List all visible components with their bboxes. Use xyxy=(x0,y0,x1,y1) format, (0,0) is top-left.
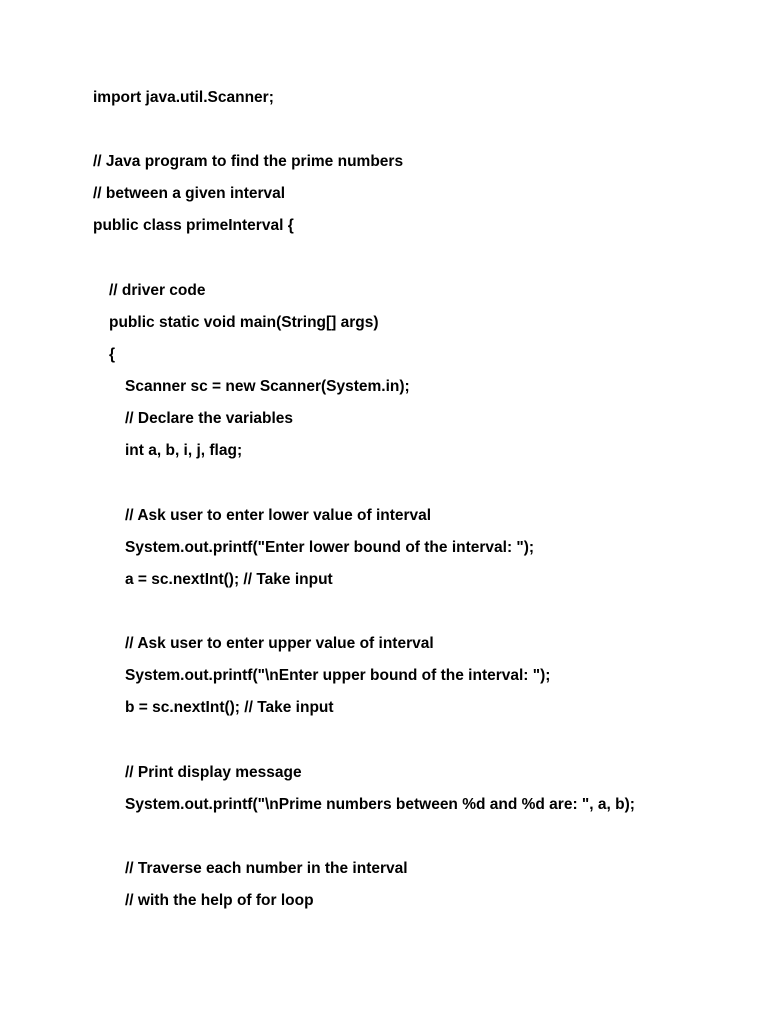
code-line-class-declaration: public class primeInterval { xyxy=(93,217,294,234)
code-line-printf-lower: System.out.printf("Enter lower bound of the interval: "); xyxy=(125,539,535,556)
code-line-comment-upper: // Ask user to enter upper value of interval xyxy=(125,635,434,652)
code-line-comment-print: // Print display message xyxy=(125,764,302,781)
code-line-comment-driver: // driver code xyxy=(109,282,206,299)
code-line-int-declaration: int a, b, i, j, flag; xyxy=(125,442,243,459)
code-line-scanner-init: Scanner sc = new Scanner(System.in); xyxy=(125,378,410,395)
code-line-import: import java.util.Scanner; xyxy=(93,89,274,106)
code-line-comment-interval: // between a given interval xyxy=(93,185,286,202)
code-line-comment-traverse: // Traverse each number in the interval xyxy=(125,860,408,877)
code-line-main-signature: public static void main(String[] args) xyxy=(109,314,379,331)
code-line-open-brace: { xyxy=(109,346,116,363)
code-line-read-a: a = sc.nextInt(); // Take input xyxy=(125,571,333,588)
code-line-printf-upper: System.out.printf("\nEnter upper bound of the interval: "); xyxy=(125,667,551,684)
code-line-comment-lower: // Ask user to enter lower value of interval xyxy=(125,507,432,524)
code-line-printf-prime: System.out.printf("\nPrime numbers between %d and %d are: ", a, b); xyxy=(125,796,635,813)
code-line-read-b: b = sc.nextInt(); // Take input xyxy=(125,699,334,716)
code-line-comment-declare: // Declare the variables xyxy=(125,410,294,427)
code-line-comment-for-loop: // with the help of for loop xyxy=(125,892,314,909)
code-line-comment-program: // Java program to find the prime numbers xyxy=(93,153,404,170)
